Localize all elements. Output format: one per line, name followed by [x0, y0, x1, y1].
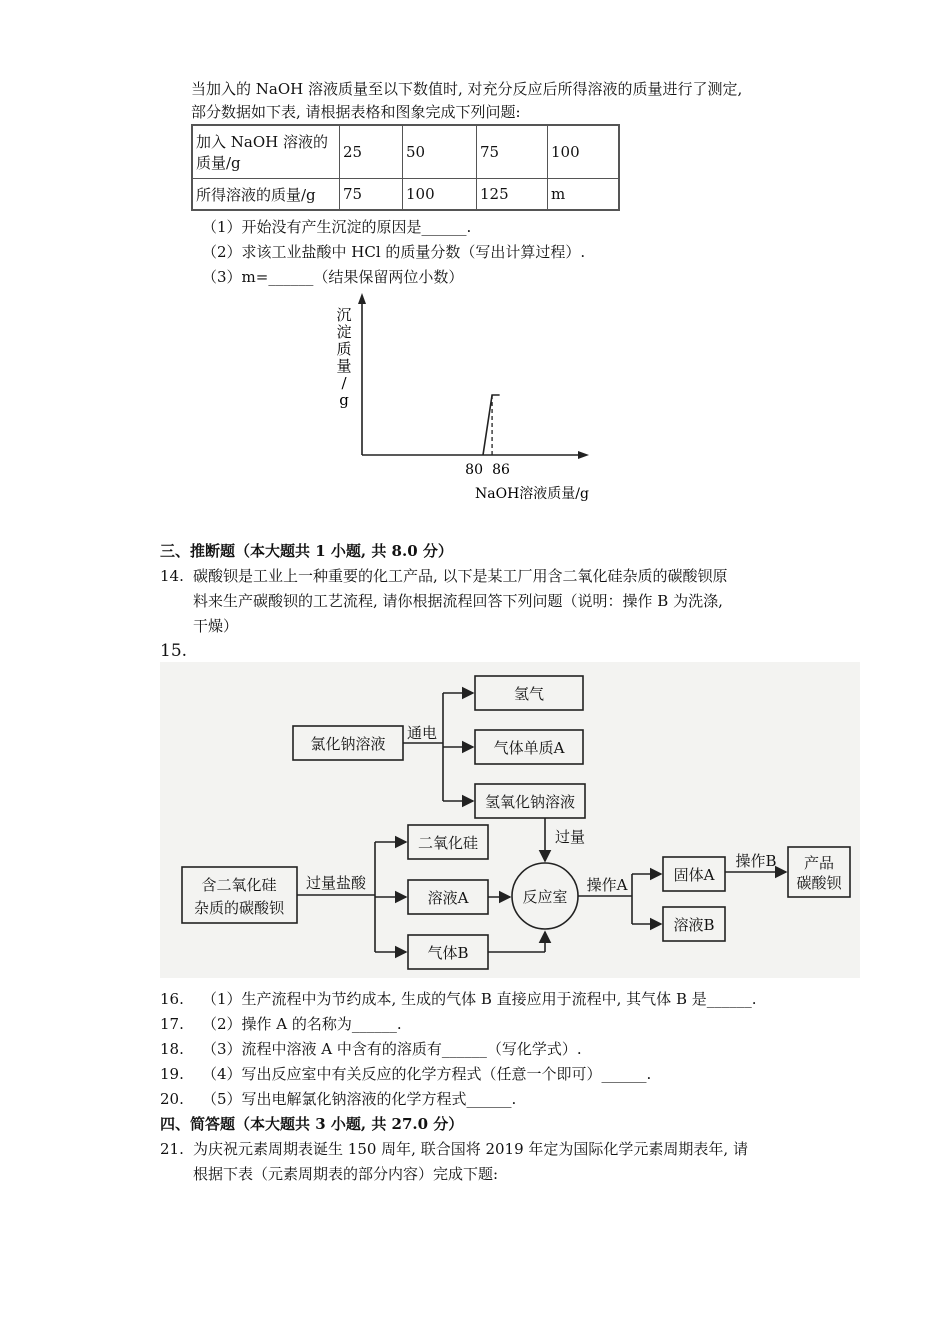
table-cell: 100	[548, 125, 620, 179]
table-cell: 50	[403, 125, 477, 179]
naoh-data-table	[191, 124, 620, 211]
question-20-number: 20.	[160, 1090, 184, 1108]
section-3-title: 三、推断题（本大题共 1 小题, 共 8.0 分）	[160, 542, 453, 560]
table-cell: 100	[403, 179, 477, 211]
y-axis-label-char: 沉	[336, 306, 352, 324]
table-cell: 125	[477, 179, 548, 211]
label-solution-b: 溶液B	[673, 916, 715, 934]
question-13-1: （1）开始没有产生沉淀的原因是______.	[202, 218, 472, 236]
question-16-text: （1）生产流程中为节约成本, 生成的气体 B 直接应用于流程中, 其气体 B 是______.	[202, 990, 757, 1008]
question-21-line-2: 根据下表（元素周期表的部分内容）完成下题:	[193, 1165, 499, 1183]
question-15-number: 15.	[160, 641, 188, 661]
label-raw-line-1: 含二氧化硅	[201, 876, 277, 894]
question-21-number: 21.	[160, 1140, 184, 1158]
y-axis-label-char: /	[341, 374, 347, 392]
question-19-text: （4）写出反应室中有关反应的化学方程式（任意一个即可）______.	[202, 1065, 652, 1083]
label-product-line-1: 产品	[803, 854, 835, 872]
table-header-line-1: 加入 NaOH 溶液的	[196, 133, 328, 151]
table-header-added-naoh	[192, 125, 340, 179]
y-axis-arrow	[358, 293, 366, 304]
label-excess: 过量	[554, 828, 586, 846]
question-17-text: （2）操作 A 的名称为______.	[202, 1015, 402, 1033]
y-axis-label-char: g	[339, 391, 349, 409]
label-operation-a: 操作A	[586, 876, 628, 894]
precipitate-series-line	[483, 395, 500, 455]
label-gas-b: 气体B	[427, 944, 469, 962]
intro-line-2: 部分数据如下表, 请根据表格和图象完成下列问题:	[191, 103, 521, 121]
label-reactor: 反应室	[522, 888, 568, 906]
label-solid-a: 固体A	[673, 866, 715, 884]
table-cell: 75	[340, 179, 403, 211]
x-tick-label: 86	[492, 462, 510, 478]
x-axis-arrow	[578, 451, 589, 459]
x-tick-label: 80	[465, 462, 483, 478]
label-raw-line-2: 杂质的碳酸钡	[193, 899, 285, 917]
precipitate-chart	[325, 290, 615, 505]
table-cell: 75	[477, 125, 548, 179]
question-13-3: （3）m=______（结果保留两位小数）	[202, 268, 464, 286]
question-18-number: 18.	[160, 1040, 184, 1058]
question-14-line-2: 料来生产碳酸钡的工艺流程, 请你根据流程回答下列问题（说明：操作 B 为洗涤,	[193, 592, 723, 610]
label-solution-a: 溶液A	[427, 889, 469, 907]
table-header-solution-mass: 所得溶液的质量/g	[192, 179, 340, 211]
x-axis-label: NaOH溶液质量/g	[475, 486, 589, 502]
process-flow-diagram	[160, 662, 860, 978]
label-product-line-2: 碳酸钡	[796, 874, 842, 892]
table-header-line-2: 质量/g	[196, 154, 241, 172]
section-4-title: 四、简答题（本大题共 3 小题, 共 27.0 分）	[160, 1115, 464, 1133]
question-19-number: 19.	[160, 1065, 184, 1083]
y-axis-label-char: 量	[336, 357, 352, 375]
y-axis-label-char: 质	[336, 340, 352, 358]
table-cell: m	[548, 179, 620, 211]
y-axis-label	[336, 306, 351, 409]
label-nacl-solution: 氯化钠溶液	[310, 735, 386, 753]
question-18-text: （3）流程中溶液 A 中含有的溶质有______（写化学式）.	[202, 1040, 582, 1058]
y-axis-label-char: 淀	[336, 323, 352, 341]
question-13-2: （2）求该工业盐酸中 HCl 的质量分数（写出计算过程）.	[202, 243, 586, 261]
label-excess-hcl: 过量盐酸	[305, 874, 367, 892]
question-14-number: 14.	[160, 567, 184, 585]
label-hydrogen: 氢气	[513, 685, 545, 703]
label-operation-b: 操作B	[735, 852, 777, 870]
intro-line-1: 当加入的 NaOH 溶液质量至以下数值时, 对充分反应后所得溶液的质量进行了测定,	[191, 80, 743, 98]
label-gas-a: 气体单质A	[493, 739, 565, 757]
label-naoh-solution: 氢氧化钠溶液	[484, 793, 576, 811]
question-21-line-1: 为庆祝元素周期表诞生 150 周年, 联合国将 2019 年定为国际化学元素周期表年, 请	[193, 1140, 748, 1158]
question-17-number: 17.	[160, 1015, 184, 1033]
table-cell: 25	[340, 125, 403, 179]
question-16-number: 16.	[160, 990, 184, 1008]
question-20-text: （5）写出电解氯化钠溶液的化学方程式______.	[202, 1090, 517, 1108]
question-14-line-3: 干燥）	[193, 617, 239, 635]
label-electrolysis: 通电	[406, 724, 438, 742]
label-sio2: 二氧化硅	[417, 834, 479, 852]
question-14-line-1: 碳酸钡是工业上一种重要的化工产品, 以下是某工厂用含二氧化硅杂质的碳酸钡原	[193, 567, 728, 585]
